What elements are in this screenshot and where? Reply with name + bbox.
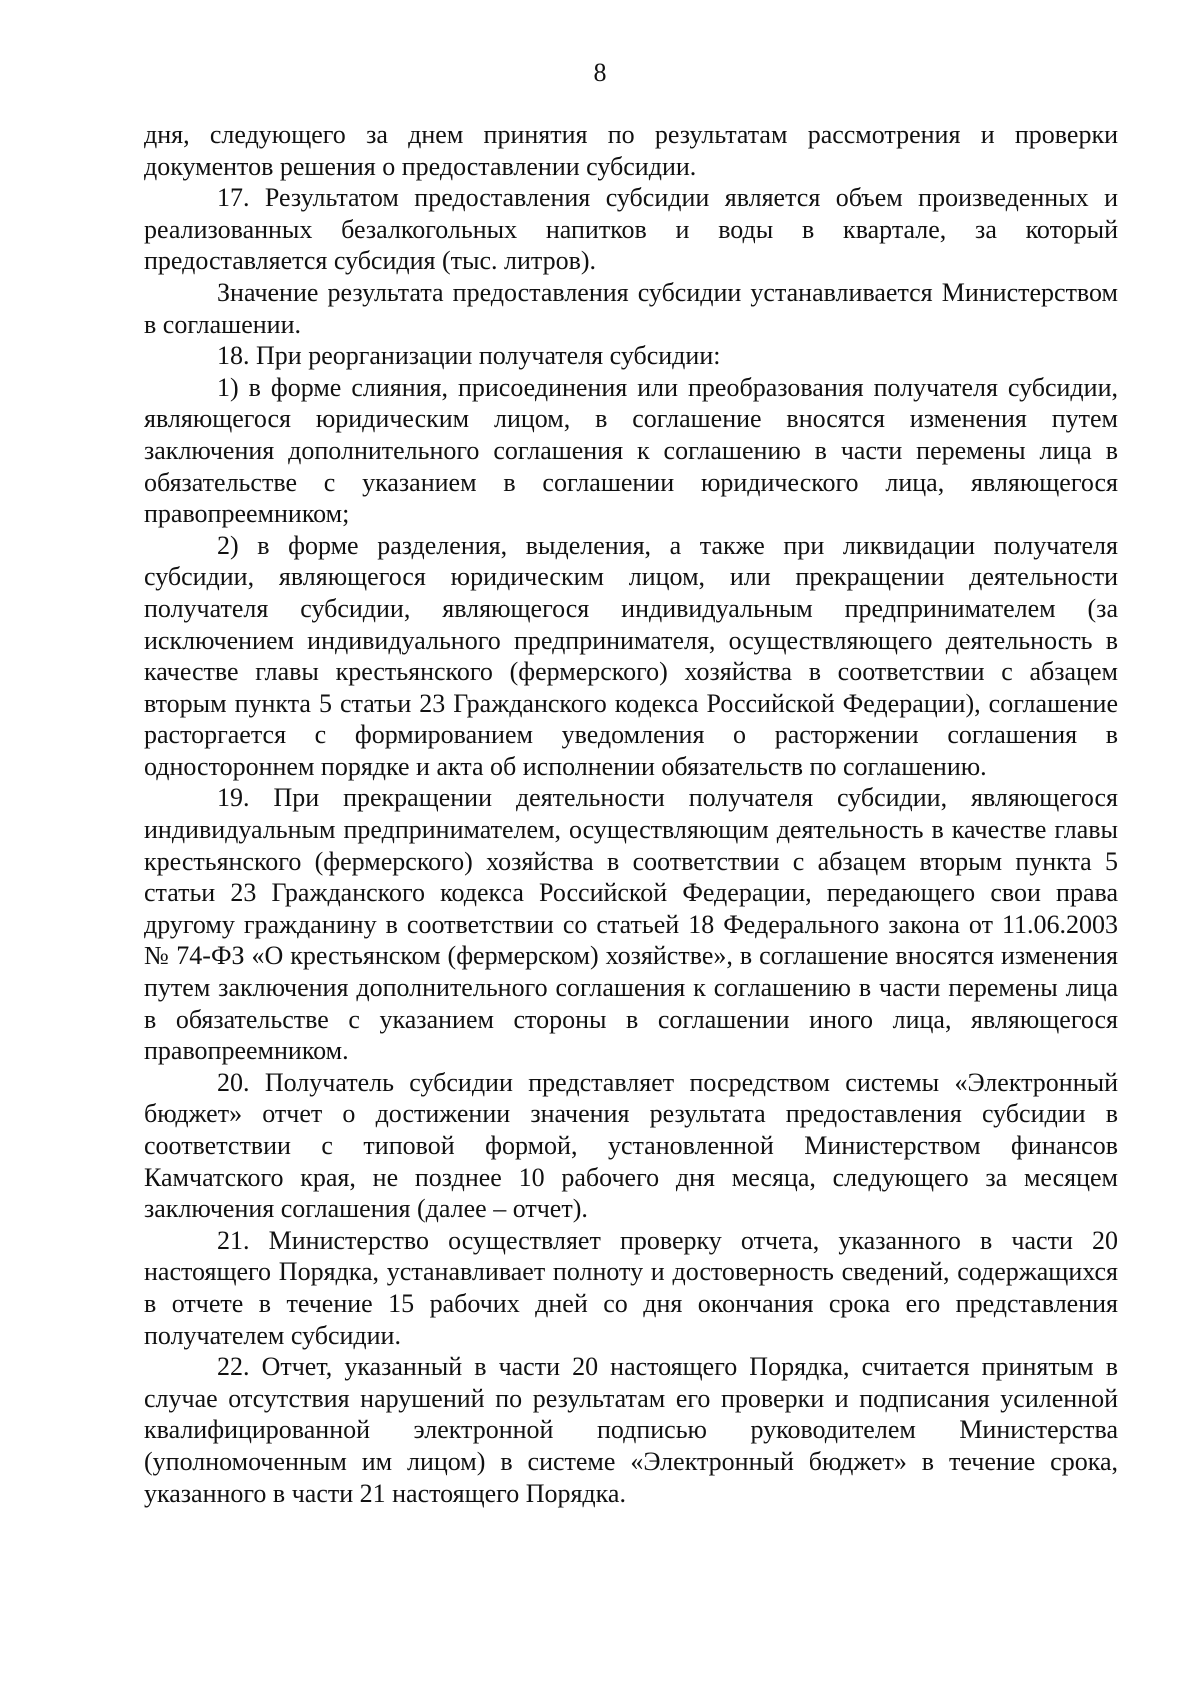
paragraph-22: 22. Отчет, указанный в части 20 настоящего Порядка, считается принятым в случае отсутствия нарушений по результатам его проверки и подписания усиленной квалифицированной электронной подписью руководителем Министерства (уполномоченным им лицом) в системе «Электронный бюджет» в течение срока, указанного в части 21 настоящего Порядка. — [144, 1352, 1118, 1508]
paragraph-continuation: дня, следующего за днем принятия по результатам рассмотрения и проверки документов решения о предоставлении субсидии. — [144, 120, 1118, 181]
paragraph-21: 21. Министерство осуществляет проверку отчета, указанного в части 20 настоящего Порядка, устанавливает полноту и достоверность сведений, содержащихся в отчете в течение 15 рабочих дней со дня окончания срока его представления получателем субсидии. — [144, 1225, 1118, 1350]
paragraph-17-result-value: Значение результата предоставления субсидии устанавливается Министерством в соглашении. — [144, 277, 1118, 339]
paragraph-17: 17. Результатом предоставления субсидии является объем произведенных и реализованных безалкогольных напитков и воды в квартале, за который предоставляется субсидия (тыс. литров). — [144, 183, 1118, 276]
paragraph-20: 20. Получатель субсидии представляет посредством системы «Электронный бюджет» отчет о достижении значения результата предоставления субсидии в соответствии с типовой формой, установленной Министерством финансов Камчатского края, не позднее 10 рабочего дня месяца, следующего за месяцем заключения соглашения (далее – отчет). — [144, 1067, 1118, 1224]
paragraph-18-item-2: 2) в форме разделения, выделения, а также при ликвидации получателя субсидии, являющегося юридическим лицом, или прекращении деятельности получателя субсидии, являющегося индивидуальным предпринимателем (за исключением индивидуального предпринимателя, осуществляющего деятельность в качестве главы крестьянского (фермерского) хозяйства в соответствии с абзацем вторым пункта 5 статьи 23 Гражданского кодекса Российской Федерации), соглашение расторгается с формированием уведомления о расторжении соглашения в одностороннем порядке и акта об исполнении обязательств по соглашению. — [144, 530, 1118, 781]
paragraph-18-item-1: 1) в форме слияния, присоединения или преобразования получателя субсидии, являющегося юридическим лицом, в соглашение вносятся изменения путем заключения дополнительного соглашения к соглашению в части перемены лица в обязательстве с указанием в соглашении юридического лица, являющегося правопреемником; — [144, 372, 1118, 529]
page-number: 8 — [593, 58, 607, 87]
paragraph-18: 18. При реорганизации получателя субсидии: — [217, 341, 721, 371]
document-body — [144, 119, 1118, 1509]
paragraph-19: 19. При прекращении деятельности получателя субсидии, являющегося индивидуальным предпринимателем, осуществляющим деятельность в качестве главы крестьянского (фермерского) хозяйства в соответствии с абзацем вторым пункта 5 статьи 23 Гражданского кодекса Российской Федерации, передающего свои права другому гражданину в соответствии со статьей 18 Федерального закона от 11.06.2003 № 74-ФЗ «О крестьянском (фермерском) хозяйстве», в соглашение вносятся изменения путем заключения дополнительного соглашения к соглашению в части перемены лица в обязательстве с указанием стороны в соглашении иного лица, являющегося правопреемником. — [144, 783, 1118, 1066]
